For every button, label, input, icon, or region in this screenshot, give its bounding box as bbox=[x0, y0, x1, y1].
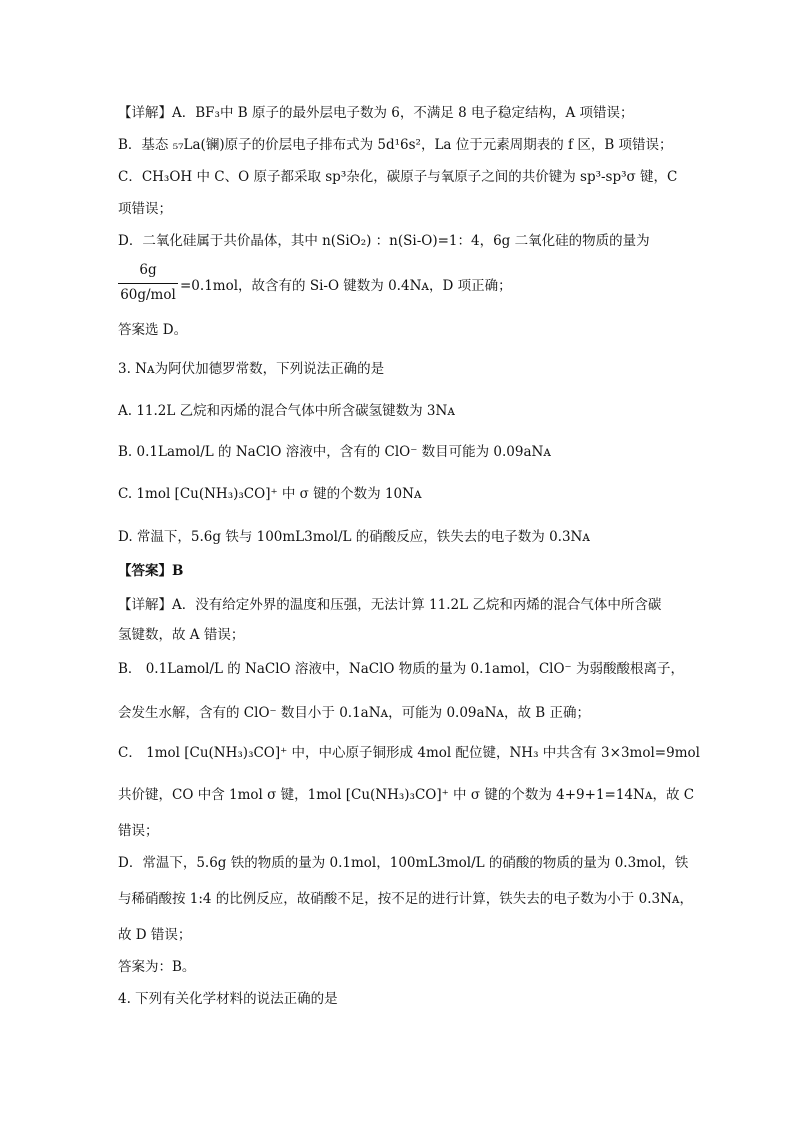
detail3-line-d2: 与稀硝酸按 1:4 的比例反应，故硝酸不足，按不足的进行计算，铁失去的电子数为小于 0.3Nᴀ， bbox=[118, 891, 694, 907]
detail3-line-c1: C． 1mol [Cu(NH₃)₃CO]⁺ 中，中心原子铜形成 4mol 配位键，NH₃ 中共含有 3×3mol=9mol bbox=[118, 745, 700, 761]
detail3-answer: 答案为：B。 bbox=[118, 959, 196, 975]
detail2-line-c1: C．CH₃OH 中 C、O 原子都采取 sp³杂化，碳原子与氧原子之间的共价键为 sp³-sp³σ 键，C bbox=[118, 169, 678, 185]
question3-option-c: C. 1mol [Cu(NH₃)₃CO]⁺ 中 σ 键的个数为 10Nᴀ bbox=[118, 486, 422, 502]
question3-stem: 3. Nᴀ为阿伏加德罗常数，下列说法正确的是 bbox=[118, 361, 385, 377]
detail2-line-d1: D．二氧化硅属于共价晶体，其中 n(SiO₂) ：n(Si-O)=1：4，6g 二氧化硅的物质的量为 bbox=[118, 233, 650, 249]
question3-option-d: D. 常温下，5.6g 铁与 100mL3mol/L 的硝酸反应，铁失去的电子数为 0.3Nᴀ bbox=[118, 529, 590, 545]
detail3-line-c3: 错误； bbox=[118, 823, 159, 839]
detail3-line-a2: 氢键数，故 A 错误； bbox=[118, 627, 245, 643]
detail3-line-c2: 共价键，CO 中含 1mol σ 键，1mol [Cu(NH₃)₃CO]⁺ 中 σ 键的个数为 4+9+1=14Nᴀ，故 C bbox=[118, 787, 695, 803]
question4-stem: 4. 下列有关化学材料的说法正确的是 bbox=[118, 991, 338, 1007]
fraction-denominator: 60g/mol bbox=[120, 287, 176, 303]
detail3-line-d1: D．常温下，5.6g 铁的物质的量为 0.1mol，100mL3mol/L 的硝酸的物质的量为 0.3mol，铁 bbox=[118, 855, 689, 871]
detail2-line-c2: 项错误； bbox=[118, 201, 172, 217]
detail2-line-a: 【详解】A．BF₃中 B 原子的最外层电子数为 6，不满足 8 电子稳定结构，A 项错误； bbox=[118, 105, 634, 121]
question3-option-a: A. 11.2L 乙烷和丙烯的混合气体中所含碳氢键数为 3Nᴀ bbox=[118, 403, 455, 419]
fraction-bar bbox=[118, 283, 178, 284]
detail3-line-a1: 【详解】A．没有给定外界的温度和压强，无法计算 11.2L 乙烷和丙烯的混合气体中所含碳 bbox=[118, 597, 662, 613]
detail3-line-b2: 会发生水解，含有的 ClO⁻ 数目小于 0.1aNᴀ，可能为 0.09aNᴀ，故 B 正确； bbox=[118, 705, 591, 721]
question3-option-b: B. 0.1Lamol/L 的 NaClO 溶液中，含有的 ClO⁻ 数目可能为 0.09aNᴀ bbox=[118, 444, 551, 460]
detail3-line-d3: 故 D 错误； bbox=[118, 927, 192, 943]
detail2-line-b: B．基态 ₅₇La(镧)原子的价层电子排布式为 5d¹6s²，La 位于元素周期表的 f 区，B 项错误； bbox=[118, 137, 673, 153]
fraction-numerator: 6g bbox=[139, 262, 157, 278]
question3-answer: 【答案】B bbox=[118, 563, 184, 579]
detail3-line-b1: B． 0.1Lamol/L 的 NaClO 溶液中，NaClO 物质的量为 0.1amol，ClO⁻ 为弱酸酸根离子， bbox=[118, 661, 684, 677]
detail2-line-d2: =0.1mol，故含有的 Si-O 键数为 0.4Nᴀ，D 项正确； bbox=[180, 278, 512, 294]
detail2-answer: 答案选 D。 bbox=[118, 322, 188, 338]
